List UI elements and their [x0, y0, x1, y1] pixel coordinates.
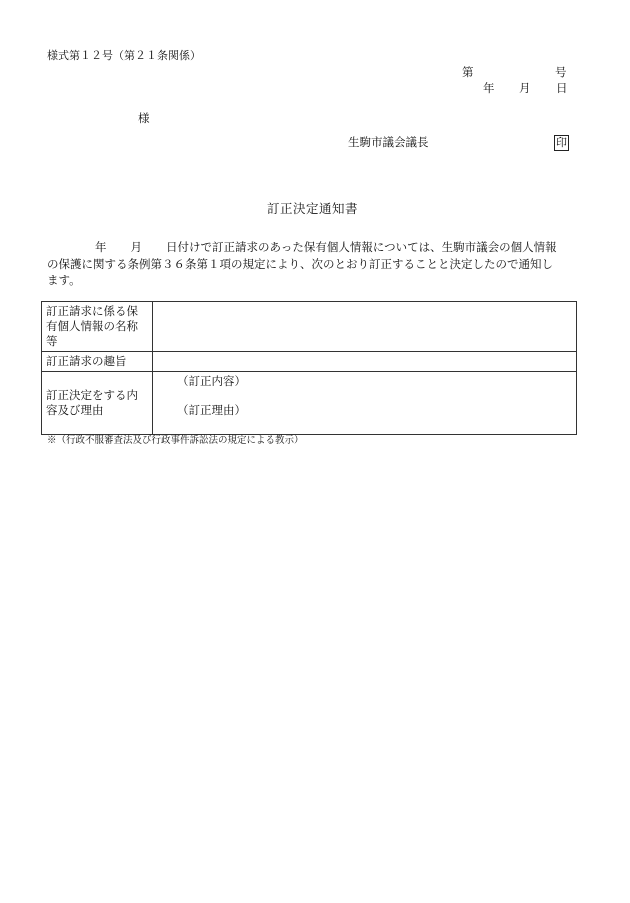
- correction-details-table: [41, 301, 577, 435]
- body-year-label: 年: [95, 240, 107, 254]
- correction-content-label: （訂正内容）: [177, 374, 246, 388]
- body-line-1-text: 日付けで訂正請求のあった保有個人情報については、生駒市議会の個人情報: [166, 240, 557, 254]
- correction-reason-label: （訂正理由）: [177, 403, 246, 417]
- date-day-label: 日: [556, 81, 568, 95]
- recipient-honorific: 様: [138, 111, 150, 125]
- table-row-decision: [42, 372, 577, 435]
- value-request-purpose: [153, 352, 577, 372]
- value-target-info: [153, 302, 577, 352]
- footnote-appeal-notice: ※（行政不服審査法及び行政事件訴訟法の規定による教示）: [47, 435, 304, 446]
- body-line-2: の保護に関する条例第３６条第１項の規定により、次のとおり訂正することと決定したので通知し: [47, 257, 553, 271]
- table-row-request-purpose: [42, 352, 577, 372]
- body-line-1: [95, 242, 557, 254]
- body-month-label: 月: [130, 240, 142, 254]
- label-request-purpose: 訂正請求の趣旨: [42, 352, 153, 372]
- body-line-3: ます。: [47, 273, 81, 287]
- label-target-info: 訂正請求に係る保有個人情報の名称等: [42, 302, 153, 352]
- date-year-label: 年: [483, 81, 495, 95]
- date-month-label: 月: [519, 81, 531, 95]
- value-decision: [153, 372, 577, 435]
- document-title: 訂正決定通知書: [267, 201, 359, 216]
- document-number-prefix: 第: [462, 65, 474, 79]
- form-number: 様式第１２号（第２１条関係）: [47, 49, 201, 62]
- label-decision: 訂正決定をする内容及び理由: [42, 372, 153, 435]
- table-row-target-info: [42, 302, 577, 352]
- sender-name: 生駒市議会議長: [348, 135, 429, 149]
- document-number-suffix: 号: [555, 65, 567, 79]
- seal-mark: 印: [556, 136, 567, 149]
